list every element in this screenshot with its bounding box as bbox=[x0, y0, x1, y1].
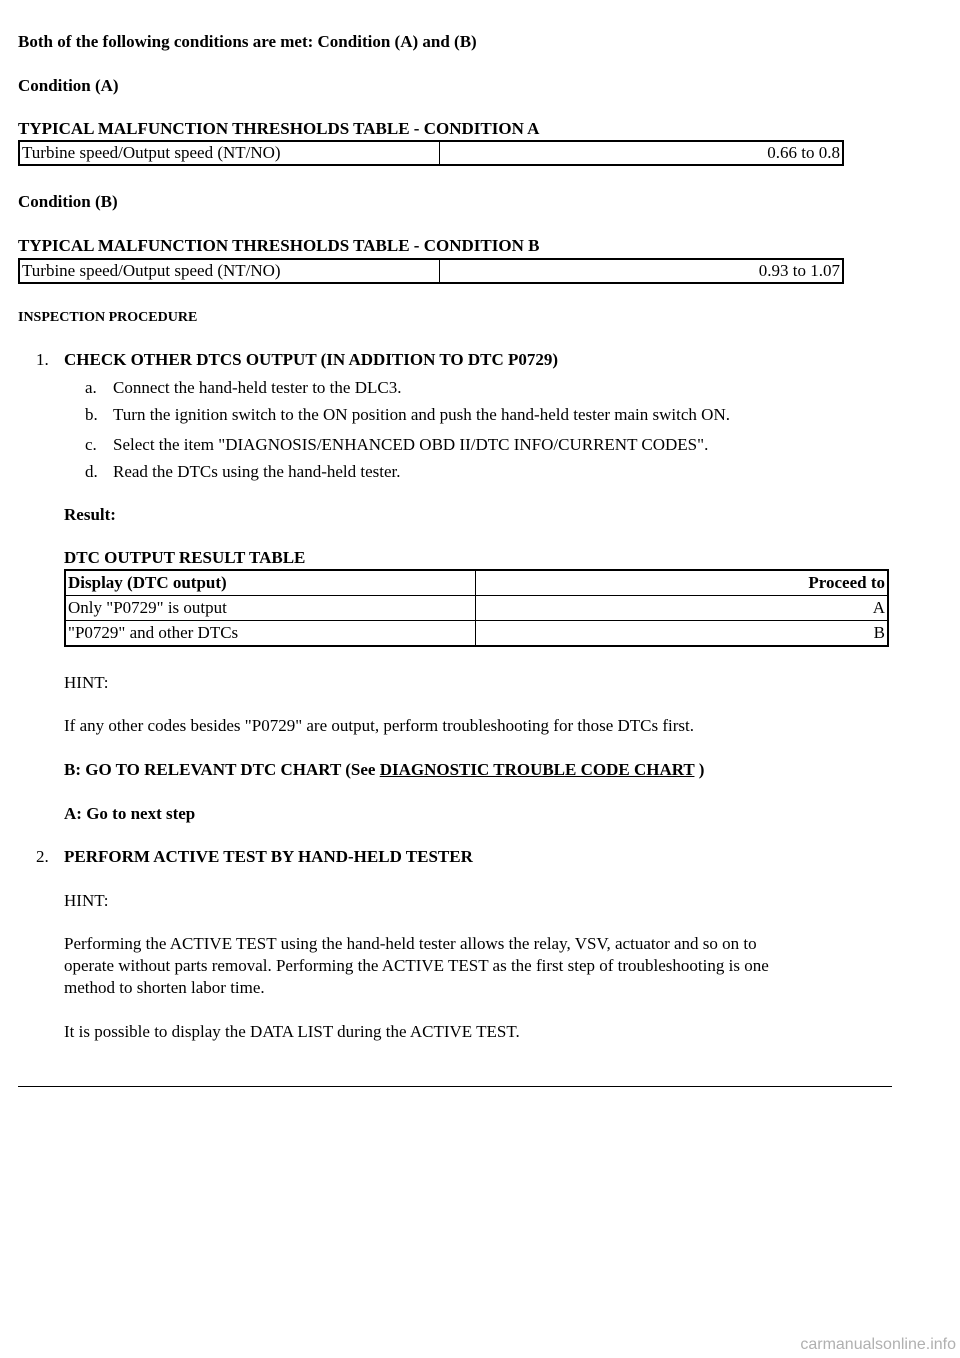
table-header-cell: Proceed to bbox=[476, 570, 889, 596]
step-2-title: PERFORM ACTIVE TEST BY HAND-HELD TESTER bbox=[64, 847, 473, 866]
condition-a-table-title: TYPICAL MALFUNCTION THRESHOLDS TABLE - CONDITION A bbox=[18, 119, 540, 138]
table-row bbox=[19, 259, 843, 283]
step-2-paragraph-line-3: method to shorten labor time. bbox=[64, 978, 265, 997]
result-a-instruction: A: Go to next step bbox=[64, 804, 196, 823]
result-b-instruction bbox=[64, 760, 704, 780]
table-cell: Only "P0729" is output bbox=[65, 596, 476, 621]
result-b-prefix: B: GO TO RELEVANT DTC CHART (See bbox=[64, 760, 380, 779]
table-header-cell: Display (DTC output) bbox=[65, 570, 476, 596]
table-cell: B bbox=[476, 621, 889, 647]
inspection-procedure-heading: INSPECTION PROCEDURE bbox=[18, 310, 198, 325]
condition-b-table bbox=[18, 258, 844, 284]
watermark: carmanualsonline.info bbox=[800, 1336, 956, 1353]
table-cell: Turbine speed/Output speed (NT/NO) bbox=[19, 259, 440, 283]
diagnostic-trouble-code-chart-link[interactable]: DIAGNOSTIC TROUBLE CODE CHART bbox=[379, 760, 695, 779]
substep-d-text: Read the DTCs using the hand-held tester. bbox=[113, 462, 401, 481]
substep-a-text: Connect the hand-held tester to the DLC3. bbox=[113, 378, 402, 397]
substep-c-text: Select the item "DIAGNOSIS/ENHANCED OBD II/DTC INFO/CURRENT CODES". bbox=[113, 435, 709, 454]
table-row bbox=[65, 596, 888, 621]
dtc-output-result-table bbox=[64, 569, 889, 647]
table-cell: 0.66 to 0.8 bbox=[440, 141, 844, 165]
step-2-number: 2. bbox=[36, 847, 49, 866]
substep-b-text: Turn the ignition switch to the ON position and push the hand-held tester main switch ON. bbox=[113, 405, 730, 424]
condition-a-heading: Condition (A) bbox=[18, 76, 119, 95]
substep-d-letter: d. bbox=[85, 462, 98, 481]
result-b-suffix: ) bbox=[694, 760, 705, 779]
condition-a-table bbox=[18, 140, 844, 166]
step-1-number: 1. bbox=[36, 350, 49, 369]
step-1-hint-label: HINT: bbox=[64, 673, 109, 692]
step-1-hint-text: If any other codes besides "P0729" are output, perform troubleshooting for those DTCs first. bbox=[64, 716, 695, 735]
table-cell: 0.93 to 1.07 bbox=[440, 259, 844, 283]
table-cell: "P0729" and other DTCs bbox=[65, 621, 476, 647]
step-1-title: CHECK OTHER DTCS OUTPUT (IN ADDITION TO DTC P0729) bbox=[64, 350, 559, 369]
intro-text: Both of the following conditions are met: Condition (A) and (B) bbox=[18, 32, 477, 51]
condition-b-heading: Condition (B) bbox=[18, 192, 118, 211]
result-label: Result: bbox=[64, 505, 116, 524]
step-2-paragraph-2: It is possible to display the DATA LIST during the ACTIVE TEST. bbox=[64, 1022, 520, 1041]
substep-b-letter: b. bbox=[85, 405, 98, 424]
substep-c-letter: c. bbox=[85, 435, 97, 454]
substep-a-letter: a. bbox=[85, 378, 97, 397]
result-table-title: DTC OUTPUT RESULT TABLE bbox=[64, 548, 306, 567]
table-cell: Turbine speed/Output speed (NT/NO) bbox=[19, 141, 440, 165]
step-2-paragraph-line-2: operate without parts removal. Performing the ACTIVE TEST as the first step of troubleshooting is one bbox=[64, 956, 769, 975]
table-row bbox=[65, 621, 888, 647]
condition-b-table-title: TYPICAL MALFUNCTION THRESHOLDS TABLE - CONDITION B bbox=[18, 236, 540, 255]
step-2-hint-label: HINT: bbox=[64, 891, 109, 910]
table-row bbox=[19, 141, 843, 165]
step-2-paragraph-line-1: Performing the ACTIVE TEST using the hand-held tester allows the relay, VSV, actuator and so on to bbox=[64, 934, 757, 953]
table-cell: A bbox=[476, 596, 889, 621]
table-header-row bbox=[65, 570, 888, 596]
bottom-divider bbox=[18, 1086, 892, 1087]
